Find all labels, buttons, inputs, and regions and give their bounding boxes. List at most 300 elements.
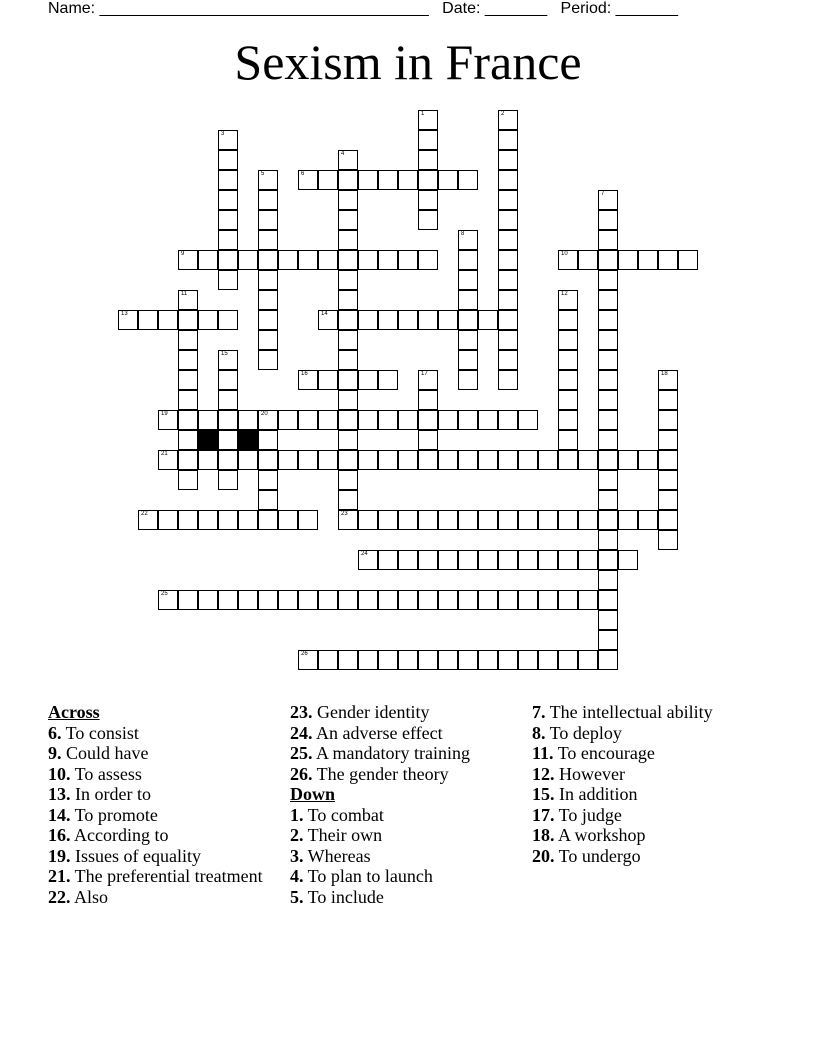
crossword-cell[interactable]	[218, 190, 238, 210]
crossword-cell[interactable]	[358, 590, 378, 610]
crossword-cell[interactable]	[498, 350, 518, 370]
crossword-cell[interactable]	[598, 190, 618, 210]
crossword-cell[interactable]	[658, 370, 678, 390]
crossword-cell[interactable]	[398, 590, 418, 610]
clue-number: 26.	[290, 763, 313, 784]
crossword-cell[interactable]	[638, 450, 658, 470]
crossword-cell[interactable]	[258, 450, 278, 470]
crossword-cell[interactable]	[458, 350, 478, 370]
clue-number: 25.	[290, 743, 313, 763]
crossword-cell[interactable]	[158, 450, 178, 470]
crossword-cell[interactable]	[258, 410, 278, 430]
crossword-cell[interactable]	[418, 590, 438, 610]
crossword-cell[interactable]	[558, 410, 578, 430]
crossword-cell[interactable]	[418, 210, 438, 230]
crossword-cell[interactable]	[458, 270, 478, 290]
crossword-cell[interactable]	[318, 370, 338, 390]
crossword-cell[interactable]	[178, 330, 198, 350]
name-blank[interactable]: _____________________________________	[99, 0, 429, 17]
crossword-cell[interactable]	[378, 590, 398, 610]
crossword-cell[interactable]	[218, 410, 238, 430]
crossword-cell[interactable]	[658, 390, 678, 410]
crossword-cell[interactable]	[598, 390, 618, 410]
crossword-cell[interactable]	[618, 510, 638, 530]
crossword-cell[interactable]	[178, 350, 198, 370]
crossword-cell[interactable]	[298, 410, 318, 430]
crossword-cell[interactable]	[338, 250, 358, 270]
crossword-cell[interactable]	[418, 550, 438, 570]
crossword-cell[interactable]	[338, 350, 358, 370]
crossword-cell[interactable]	[238, 250, 258, 270]
crossword-cell[interactable]	[498, 250, 518, 270]
crossword-cell[interactable]	[638, 250, 658, 270]
crossword-cell[interactable]	[458, 410, 478, 430]
crossword-cell[interactable]	[598, 630, 618, 650]
crossword-cell[interactable]	[598, 290, 618, 310]
crossword-cell[interactable]	[498, 290, 518, 310]
crossword-cell[interactable]	[398, 410, 418, 430]
crossword-cell[interactable]	[238, 450, 258, 470]
crossword-cell[interactable]	[658, 510, 678, 530]
crossword-cell[interactable]	[598, 530, 618, 550]
crossword-cell[interactable]	[418, 190, 438, 210]
crossword-cell[interactable]	[258, 290, 278, 310]
crossword-cell[interactable]	[598, 270, 618, 290]
crossword-cell[interactable]	[498, 450, 518, 470]
crossword-cell[interactable]	[278, 450, 298, 470]
crossword-cell[interactable]	[578, 590, 598, 610]
crossword-cell[interactable]	[338, 290, 358, 310]
crossword-cell[interactable]	[558, 390, 578, 410]
crossword-cell[interactable]	[438, 550, 458, 570]
crossword-cell[interactable]	[298, 450, 318, 470]
crossword-cell[interactable]	[658, 430, 678, 450]
crossword-cell[interactable]	[338, 590, 358, 610]
crossword-cell[interactable]	[218, 510, 238, 530]
crossword-cell[interactable]	[178, 390, 198, 410]
crossword-cell[interactable]	[358, 170, 378, 190]
crossword-cell[interactable]	[258, 190, 278, 210]
crossword-cell[interactable]	[298, 170, 318, 190]
crossword-cell[interactable]	[318, 450, 338, 470]
crossword-cell[interactable]	[258, 510, 278, 530]
crossword-cell[interactable]	[218, 210, 238, 230]
crossword-cell[interactable]	[478, 590, 498, 610]
crossword-cell[interactable]	[218, 430, 238, 450]
crossword-cell[interactable]	[278, 250, 298, 270]
crossword-cell[interactable]	[238, 590, 258, 610]
crossword-cell[interactable]	[458, 290, 478, 310]
crossword-cell[interactable]	[338, 490, 358, 510]
crossword-cell[interactable]	[338, 190, 358, 210]
crossword-cell[interactable]	[598, 250, 618, 270]
crossword-cell[interactable]	[498, 410, 518, 430]
crossword-cell[interactable]	[458, 250, 478, 270]
crossword-cell[interactable]	[618, 250, 638, 270]
crossword-cell[interactable]	[598, 330, 618, 350]
crossword-cell[interactable]	[558, 290, 578, 310]
crossword-cell[interactable]	[598, 470, 618, 490]
crossword-cell[interactable]	[518, 650, 538, 670]
crossword-cell[interactable]	[278, 510, 298, 530]
crossword-cell[interactable]	[178, 310, 198, 330]
crossword-cell[interactable]	[498, 650, 518, 670]
crossword-cell[interactable]	[358, 250, 378, 270]
crossword-cell[interactable]	[298, 370, 318, 390]
crossword-cell[interactable]	[518, 550, 538, 570]
crossword-cell[interactable]	[238, 410, 258, 430]
crossword-cell[interactable]	[178, 510, 198, 530]
crossword-cell[interactable]	[658, 450, 678, 470]
crossword-cell[interactable]	[498, 230, 518, 250]
crossword-cell[interactable]	[138, 510, 158, 530]
crossword-cell[interactable]	[498, 170, 518, 190]
crossword-cell[interactable]	[158, 310, 178, 330]
crossword-cell[interactable]	[378, 650, 398, 670]
crossword-cell[interactable]	[118, 310, 138, 330]
crossword-cell[interactable]	[598, 570, 618, 590]
crossword-cell[interactable]	[198, 410, 218, 430]
crossword-cell[interactable]	[378, 510, 398, 530]
crossword-cell[interactable]	[258, 170, 278, 190]
crossword-cell[interactable]	[498, 270, 518, 290]
clue-number: 8.	[532, 722, 546, 743]
crossword-cell[interactable]	[598, 450, 618, 470]
crossword-cell[interactable]	[478, 510, 498, 530]
crossword-cell[interactable]	[458, 550, 478, 570]
crossword-cell[interactable]	[418, 450, 438, 470]
crossword-cell[interactable]	[358, 650, 378, 670]
crossword-cell[interactable]	[458, 330, 478, 350]
crossword-cell[interactable]	[198, 510, 218, 530]
crossword-cell[interactable]	[418, 250, 438, 270]
crossword-cell[interactable]	[358, 310, 378, 330]
clue-text: In order to	[70, 784, 151, 804]
crossword-cell[interactable]	[218, 170, 238, 190]
crossword-cell[interactable]	[318, 170, 338, 190]
crossword-cell[interactable]	[178, 370, 198, 390]
crossword-cell[interactable]	[338, 410, 358, 430]
crossword-cell[interactable]	[338, 270, 358, 290]
clue-8	[532, 723, 732, 744]
crossword-cell[interactable]	[258, 590, 278, 610]
clue-text: To undergo	[554, 845, 641, 866]
crossword-cell[interactable]	[378, 170, 398, 190]
crossword-cell[interactable]	[338, 470, 358, 490]
clue-number: 11.	[532, 743, 554, 763]
crossword-cell[interactable]	[438, 510, 458, 530]
cell-number: 25	[161, 591, 168, 597]
crossword-cell[interactable]	[298, 650, 318, 670]
clue-7	[532, 702, 732, 723]
crossword-cell[interactable]	[258, 490, 278, 510]
crossword-cell[interactable]	[258, 470, 278, 490]
crossword-cell[interactable]	[498, 130, 518, 150]
crossword-cell[interactable]	[518, 450, 538, 470]
crossword-cell[interactable]	[318, 250, 338, 270]
crossword-cell[interactable]	[498, 510, 518, 530]
crossword-cell[interactable]	[358, 370, 378, 390]
crossword-cell[interactable]	[598, 550, 618, 570]
crossword-cell[interactable]	[678, 250, 698, 270]
crossword-cell[interactable]	[418, 130, 438, 150]
crossword-cell[interactable]	[598, 510, 618, 530]
crossword-cell[interactable]	[458, 370, 478, 390]
crossword-cell[interactable]	[658, 410, 678, 430]
crossword-cell[interactable]	[218, 130, 238, 150]
crossword-cell[interactable]	[198, 450, 218, 470]
crossword-cell[interactable]	[378, 250, 398, 270]
crossword-cell[interactable]	[598, 610, 618, 630]
crossword-cell[interactable]	[558, 310, 578, 330]
crossword-cell[interactable]	[498, 590, 518, 610]
crossword-cell[interactable]	[438, 310, 458, 330]
clue-text: However	[554, 763, 625, 784]
crossword-cell[interactable]	[398, 450, 418, 470]
crossword-cell[interactable]	[458, 650, 478, 670]
crossword-cell[interactable]	[458, 510, 478, 530]
crossword-cell[interactable]	[418, 150, 438, 170]
crossword-cell[interactable]	[198, 590, 218, 610]
crossword-cell[interactable]	[318, 590, 338, 610]
crossword-cell[interactable]	[398, 550, 418, 570]
crossword-cell[interactable]	[558, 330, 578, 350]
crossword-cell[interactable]	[218, 470, 238, 490]
crossword-cell[interactable]	[438, 450, 458, 470]
crossword-cell[interactable]	[598, 430, 618, 450]
crossword-cell[interactable]	[498, 210, 518, 230]
crossword-cell[interactable]	[418, 310, 438, 330]
crossword-cell[interactable]	[558, 350, 578, 370]
crossword-cell[interactable]	[538, 550, 558, 570]
crossword-cell[interactable]	[418, 370, 438, 390]
crossword-cell[interactable]	[578, 250, 598, 270]
crossword-cell[interactable]	[298, 510, 318, 530]
crossword-cell[interactable]	[598, 650, 618, 670]
crossword-cell[interactable]	[418, 170, 438, 190]
crossword-cell[interactable]	[578, 450, 598, 470]
crossword-cell[interactable]	[378, 450, 398, 470]
crossword-cell[interactable]	[638, 510, 658, 530]
crossword-cell[interactable]	[278, 590, 298, 610]
crossword-cell[interactable]	[158, 510, 178, 530]
crossword-cell[interactable]	[338, 390, 358, 410]
clue-text: An adverse effect	[312, 722, 443, 743]
crossword-cell[interactable]	[558, 590, 578, 610]
crossword-cell[interactable]	[538, 590, 558, 610]
crossword-cell[interactable]	[598, 230, 618, 250]
crossword-cell[interactable]	[658, 490, 678, 510]
crossword-cell[interactable]	[498, 190, 518, 210]
crossword-cell[interactable]	[338, 310, 358, 330]
crossword-cell[interactable]	[258, 350, 278, 370]
crossword-cell[interactable]	[578, 510, 598, 530]
crossword-cell[interactable]	[458, 230, 478, 250]
crossword-cell[interactable]	[438, 410, 458, 430]
crossword-cell[interactable]	[338, 170, 358, 190]
crossword-cell[interactable]	[178, 430, 198, 450]
crossword-cell[interactable]	[478, 310, 498, 330]
crossword-cell[interactable]	[498, 370, 518, 390]
crossword-cell[interactable]	[618, 450, 638, 470]
crossword-cell[interactable]	[418, 390, 438, 410]
crossword-cell[interactable]	[398, 170, 418, 190]
date-blank[interactable]: _______	[484, 0, 548, 17]
crossword-cell[interactable]	[258, 310, 278, 330]
crossword-cell[interactable]	[218, 450, 238, 470]
crossword-cell[interactable]	[478, 450, 498, 470]
crossword-cell[interactable]	[498, 330, 518, 350]
crossword-cell[interactable]	[458, 450, 478, 470]
clue-12	[532, 764, 732, 785]
crossword-cell[interactable]	[598, 590, 618, 610]
crossword-cell[interactable]	[458, 310, 478, 330]
crossword-cell[interactable]	[258, 230, 278, 250]
crossword-cell[interactable]	[578, 650, 598, 670]
crossword-cell[interactable]	[218, 250, 238, 270]
crossword-cell[interactable]	[178, 250, 198, 270]
crossword-cell[interactable]	[438, 170, 458, 190]
crossword-cell[interactable]	[518, 510, 538, 530]
crossword-cell[interactable]	[398, 250, 418, 270]
crossword-cell[interactable]	[298, 590, 318, 610]
crossword-cell[interactable]	[398, 650, 418, 670]
crossword-cell[interactable]	[418, 510, 438, 530]
crossword-cell[interactable]	[218, 230, 238, 250]
crossword-cell[interactable]	[178, 290, 198, 310]
crossword-cell[interactable]	[338, 430, 358, 450]
crossword-cell[interactable]	[478, 650, 498, 670]
crossword-cell[interactable]	[418, 430, 438, 450]
crossword-cell[interactable]	[178, 470, 198, 490]
crossword-cell[interactable]	[258, 250, 278, 270]
crossword-cell[interactable]	[598, 310, 618, 330]
clue-21	[48, 866, 288, 887]
crossword-cell[interactable]	[478, 550, 498, 570]
crossword-cell[interactable]	[538, 650, 558, 670]
crossword-cell[interactable]	[418, 110, 438, 130]
crossword-cell[interactable]	[398, 310, 418, 330]
crossword-cell[interactable]	[218, 150, 238, 170]
crossword-cell[interactable]	[498, 310, 518, 330]
crossword-cell[interactable]	[218, 350, 238, 370]
crossword-cell[interactable]	[158, 590, 178, 610]
crossword-cell[interactable]	[138, 310, 158, 330]
crossword-cell[interactable]	[538, 450, 558, 470]
crossword-cell[interactable]	[338, 230, 358, 250]
period-blank[interactable]: _______	[615, 0, 678, 17]
crossword-cell[interactable]	[458, 590, 478, 610]
crossword-cell[interactable]	[358, 450, 378, 470]
crossword-cell[interactable]	[258, 210, 278, 230]
crossword-cell[interactable]	[338, 370, 358, 390]
crossword-cell[interactable]	[338, 150, 358, 170]
crossword-cell[interactable]	[178, 450, 198, 470]
crossword-cell[interactable]	[598, 210, 618, 230]
crossword-cell[interactable]	[658, 470, 678, 490]
crossword-cell[interactable]	[558, 550, 578, 570]
crossword-cell[interactable]	[658, 530, 678, 550]
crossword-cell[interactable]	[218, 310, 238, 330]
crossword-cell[interactable]	[298, 250, 318, 270]
crossword-cell[interactable]	[418, 410, 438, 430]
crossword-cell[interactable]	[218, 370, 238, 390]
crossword-cell[interactable]	[438, 590, 458, 610]
crossword-cell[interactable]	[178, 410, 198, 430]
crossword-cell[interactable]	[558, 510, 578, 530]
clue-text: To judge	[554, 804, 622, 825]
crossword-cell[interactable]	[218, 590, 238, 610]
crossword-cell[interactable]	[418, 650, 438, 670]
crossword-cell[interactable]	[358, 510, 378, 530]
crossword-cell[interactable]	[378, 410, 398, 430]
cell-number: 7	[601, 191, 605, 197]
crossword-cell[interactable]	[218, 390, 238, 410]
crossword-cell[interactable]	[478, 410, 498, 430]
crossword-cell[interactable]	[178, 590, 198, 610]
name-label: Name:	[48, 0, 96, 17]
crossword-cell[interactable]	[198, 250, 218, 270]
crossword-cell[interactable]	[358, 550, 378, 570]
crossword-cell[interactable]	[258, 270, 278, 290]
crossword-cell[interactable]	[378, 550, 398, 570]
crossword-cell[interactable]	[318, 410, 338, 430]
crossword-cell[interactable]	[158, 410, 178, 430]
crossword-cell[interactable]	[498, 550, 518, 570]
crossword-cell[interactable]	[518, 410, 538, 430]
crossword-cell[interactable]	[338, 330, 358, 350]
crossword-cell[interactable]	[278, 410, 298, 430]
crossword-cell[interactable]	[558, 650, 578, 670]
crossword-cell[interactable]	[258, 330, 278, 350]
crossword-cell[interactable]	[578, 550, 598, 570]
crossword-cell[interactable]	[218, 270, 238, 290]
crossword-cell[interactable]	[458, 170, 478, 190]
crossword-cell[interactable]	[618, 550, 638, 570]
crossword-cell[interactable]	[378, 310, 398, 330]
crossword-cell[interactable]	[238, 510, 258, 530]
crossword-cell[interactable]	[338, 210, 358, 230]
crossword-cell[interactable]	[558, 250, 578, 270]
clues-column-3	[532, 702, 732, 866]
crossword-black-square	[198, 430, 218, 450]
clue-number: 5.	[290, 886, 304, 907]
crossword-cell[interactable]	[598, 410, 618, 430]
crossword-cell[interactable]	[518, 590, 538, 610]
crossword-cell[interactable]	[598, 490, 618, 510]
crossword-cell[interactable]	[658, 250, 678, 270]
crossword-cell[interactable]	[498, 110, 518, 130]
crossword-cell[interactable]	[558, 430, 578, 450]
crossword-cell[interactable]	[558, 450, 578, 470]
crossword-cell[interactable]	[198, 310, 218, 330]
crossword-cell[interactable]	[538, 510, 558, 530]
crossword-cell[interactable]	[438, 650, 458, 670]
crossword-cell[interactable]	[318, 650, 338, 670]
crossword-cell[interactable]	[258, 430, 278, 450]
crossword-cell[interactable]	[338, 650, 358, 670]
crossword-cell[interactable]	[338, 450, 358, 470]
crossword-cell[interactable]	[398, 510, 418, 530]
crossword-cell[interactable]	[318, 310, 338, 330]
crossword-cell[interactable]	[598, 350, 618, 370]
crossword-cell[interactable]	[498, 150, 518, 170]
crossword-cell[interactable]	[558, 370, 578, 390]
crossword-cell[interactable]	[598, 370, 618, 390]
crossword-cell[interactable]	[378, 370, 398, 390]
crossword-cell[interactable]	[338, 510, 358, 530]
crossword-cell[interactable]	[358, 410, 378, 430]
